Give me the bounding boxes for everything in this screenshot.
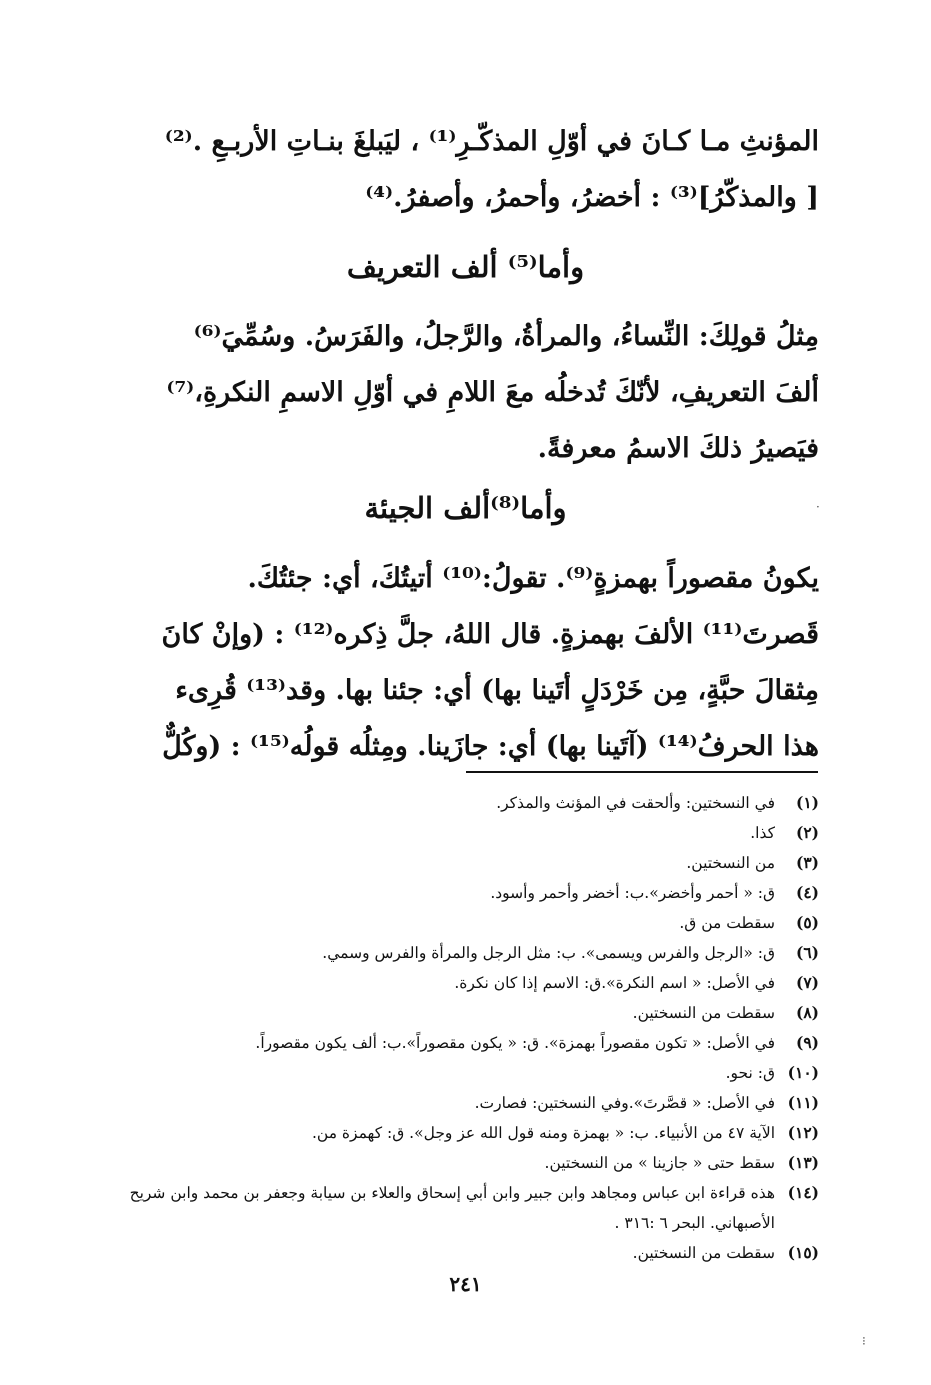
footnote-number: (١٥) xyxy=(787,1243,819,1262)
footnote-number: (٥) xyxy=(795,913,819,932)
footnote-number: (٦) xyxy=(795,943,819,962)
footnote xyxy=(113,908,819,938)
section-heading-definite-article: وأما⁽⁵⁾ ألف التعريف xyxy=(346,250,585,284)
footnote-text: سقط حتى « جازينا » من النسختين. xyxy=(544,1154,775,1172)
footnote xyxy=(113,998,819,1028)
footnote-text: في الأصل: « تكون مقصوراً بهمزة». ق: « يكون مقصوراً».ب: ألف يكون مقصوراً. xyxy=(255,1034,775,1052)
text-line: يكونُ مقصوراً بهمزةٍ⁽⁹⁾. تقولُ:⁽¹⁰⁾ أتيتُكَ، أي: جئتُكَ. xyxy=(247,563,819,594)
paragraph-continuation xyxy=(113,127,819,239)
footnote-number: (١٢) xyxy=(787,1123,819,1142)
footnote xyxy=(113,1058,819,1088)
footnote xyxy=(113,1118,819,1148)
footnote-text: كذا. xyxy=(750,824,775,842)
footnote-text: في الأصل: « اسم النكرة».ق: الاسم إذا كان نكرة. xyxy=(454,974,775,992)
text-line: قَصرتَ⁽¹¹⁾ الألفَ بهمزةٍ. قال اللهُ، جلَّ ذِكره⁽¹²⁾ : (وإنْ كانَ xyxy=(161,619,819,650)
text-line: المؤنثِ مـا كـانَ في أوّلِ المذكّـرِ⁽¹⁾ ، ليَبلغَ بنـاتِ الأربـعِ .⁽²⁾ xyxy=(164,126,819,157)
footnote-number: (١٣) xyxy=(787,1153,819,1172)
scan-speck: ⁝ xyxy=(862,1334,866,1348)
page-number: ٢٤١ xyxy=(449,1272,482,1296)
text-line: فيَصيرُ ذلكَ الاسمُ معرفةً. xyxy=(537,433,819,464)
text-line: هذا الحرفُ⁽¹⁴⁾ (آتَينا بها) أي: جازَينا. ومِثلُه قولُه⁽¹⁵⁾ : (وكُلٌّ xyxy=(162,731,819,762)
footnote xyxy=(113,1088,819,1118)
footnote-text: ق: « أحمر وأخضر».ب: أخضر وأحمر وأسود. xyxy=(490,884,775,902)
text-line: ألفَ التعريفِ، لأنّكَ تُدخلُه معَ اللامِ في أوّلِ الاسمِ النكرةِ،⁽⁷⁾ xyxy=(166,377,819,408)
footnote-text: في الأصل: « قصَّرتَ».وفي النسختين: فصارت. xyxy=(474,1094,775,1112)
footnote-number: (٧) xyxy=(795,973,819,992)
footnote-text: سقطت من النسختين. xyxy=(632,1244,775,1262)
section-heading-alif-coming: وأما⁽⁸⁾ألف الجيئة xyxy=(364,491,567,525)
footnote xyxy=(113,848,819,878)
footnote-number: (١١) xyxy=(787,1093,819,1112)
footnote-text: ق: نحو. xyxy=(725,1064,775,1082)
footnote-number: (٨) xyxy=(795,1003,819,1022)
footnote-divider xyxy=(466,771,818,773)
footnote-text: هذه قراءة ابن عباس ومجاهد وابن جبير وابن أبي إسحاق والعلاء بن سيابة وجعفر بن محمد وابن شريح الأصبهاني. البحر ٦ :٣١٦ . xyxy=(129,1184,775,1232)
footnote xyxy=(113,818,819,848)
footnote-number: (١٤) xyxy=(787,1183,819,1202)
footnote-number: (٢) xyxy=(795,823,819,842)
footnote xyxy=(113,938,819,968)
footnote-number: (١٠) xyxy=(787,1063,819,1082)
footnote xyxy=(113,1148,819,1178)
footnote-number: (٣) xyxy=(795,853,819,872)
text-line: مِثلُ قولِكَ: النِّساءُ، والمرأةُ، والرَّجلُ، والفَرَسُ. وسُمِّيَ⁽⁶⁾ xyxy=(193,321,819,352)
footnote xyxy=(113,968,819,998)
footnote-text: سقطت من ق. xyxy=(679,914,775,932)
footnote-number: (١) xyxy=(795,793,819,812)
footnote xyxy=(113,878,819,908)
footnotes-list xyxy=(113,788,819,1268)
footnote-text: من النسختين. xyxy=(686,854,775,872)
footnote xyxy=(113,1178,819,1238)
footnote xyxy=(113,788,819,818)
footnote-number: (٩) xyxy=(795,1033,819,1052)
footnote-text: في النسختين: وألحقت في المؤنث والمذكر. xyxy=(496,794,775,812)
scan-speck: · xyxy=(816,500,820,514)
footnote xyxy=(113,1238,819,1268)
text-line: [ والمذكّرُ]⁽³⁾ : أخضرُ، وأحمرُ، وأصفرُ.⁽⁴⁾ xyxy=(365,182,819,213)
text-line: مِثقالَ حبَّةٍ، مِن خَرْدَلٍ أتَينا بها) أي: جئنا بها. وقد⁽¹³⁾ قُرِىء xyxy=(175,675,819,706)
footnote xyxy=(113,1028,819,1058)
footnote-number: (٤) xyxy=(795,883,819,902)
paragraph-alif-coming xyxy=(113,564,819,788)
footnote-text: الآية ٤٧ من الأنبياء. ب: « بهمزة ومنه قول الله عز وجل». ق: كهمزة من. xyxy=(311,1124,775,1142)
paragraph-definite-article xyxy=(113,322,819,490)
footnote-text: ق: «الرجل والفرس ويسمى». ب: مثل الرجل والمرأة والفرس وسمي. xyxy=(322,944,775,962)
footnote-text: سقطت من النسختين. xyxy=(632,1004,775,1022)
